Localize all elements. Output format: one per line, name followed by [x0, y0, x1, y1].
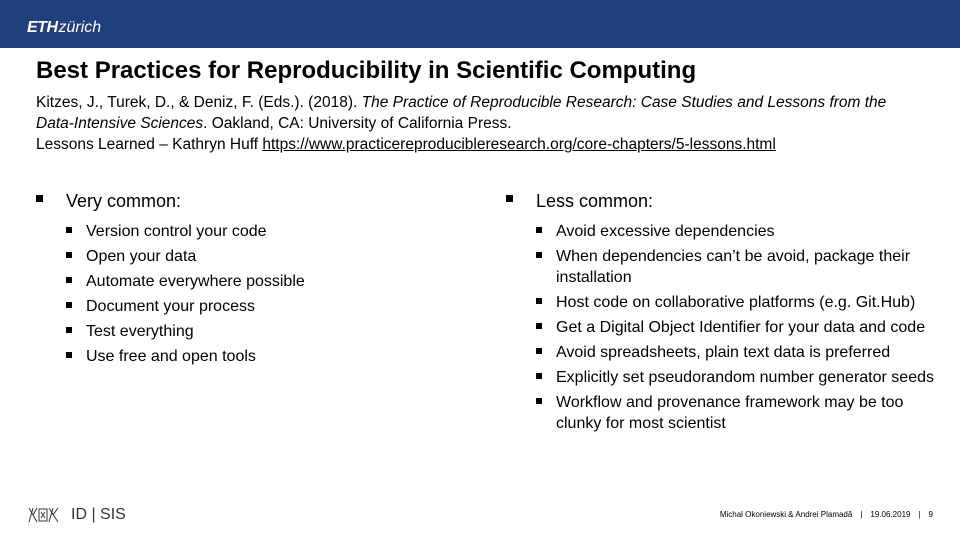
bullet-square-icon [66, 227, 72, 233]
reference-authors: Kitzes, J., Turek, D., & Deniz, F. (Eds.). (2018). [36, 94, 362, 111]
right-heading [506, 190, 946, 212]
list-item [36, 271, 456, 292]
list-item-text: Document your process [86, 298, 255, 315]
left-list [36, 221, 456, 367]
right-list [506, 221, 946, 434]
left-column [36, 190, 456, 371]
reference-publisher: . Oakland, CA: University of California Press. [203, 115, 512, 132]
footer-info [720, 509, 933, 521]
list-item-text: Version control your code [86, 223, 267, 240]
list-item-text: Explicitly set pseudorandom number generator seeds [556, 369, 934, 386]
list-item [36, 346, 456, 367]
bullet-square-icon [66, 352, 72, 358]
logo-eth-text: ETH [27, 19, 58, 36]
bullet-square-icon [36, 195, 43, 202]
bullet-square-icon [536, 373, 542, 379]
bullet-square-icon [536, 227, 542, 233]
right-heading-text: Less common: [536, 191, 654, 211]
list-item [36, 296, 456, 317]
slide-title: Best Practices for Reproducibility in Scientific Computing [36, 57, 697, 84]
lessons-prefix: Lessons Learned – Kathryn Huff [36, 136, 263, 153]
list-item [36, 321, 456, 342]
footer-authors: Michal Okoniewski & Andrei Plamadă [719, 510, 853, 519]
list-item-text: Test everything [86, 323, 194, 340]
bullet-square-icon [66, 327, 72, 333]
list-item-text: Host code on collaborative platforms (e.g. Git.Hub) [556, 294, 916, 311]
header-gap [936, 48, 960, 62]
reference-book-title: The Practice of Reproducible Research: Case Studies and Lessons from the Data-Intensive Sciences [36, 94, 887, 132]
list-item [506, 342, 946, 363]
list-item [506, 292, 946, 313]
list-item [506, 392, 946, 434]
list-item-text: Get a Digital Object Identifier for your data and code [556, 319, 926, 336]
bullet-square-icon [66, 302, 72, 308]
footer-separator: | [918, 510, 921, 519]
list-item [36, 246, 456, 267]
footer-page-number: 9 [928, 510, 933, 519]
right-column [506, 190, 946, 438]
footer-date: 19.06.2019 [870, 510, 911, 519]
bullet-square-icon [66, 277, 72, 283]
eth-zurich-logo [27, 18, 101, 38]
list-item [506, 221, 946, 242]
bullet-square-icon [66, 252, 72, 258]
bullet-square-icon [536, 323, 542, 329]
bullet-square-icon [506, 195, 513, 202]
left-heading [36, 190, 456, 212]
list-item-text: Avoid excessive dependencies [556, 223, 775, 240]
bullet-square-icon [536, 252, 542, 258]
reference-block [36, 92, 926, 155]
lessons-url-link[interactable]: https://www.practicereproducibleresearch.org/core-chapters/5-lessons.html [262, 136, 776, 153]
footer-unit-label: ID | SIS [71, 506, 126, 523]
list-item [506, 246, 946, 288]
bullet-square-icon [536, 348, 542, 354]
list-item-text: Automate everywhere possible [86, 273, 305, 290]
institute-logo-icon [27, 505, 60, 525]
left-heading-text: Very common: [66, 191, 182, 211]
bullet-square-icon [536, 298, 542, 304]
list-item-text: When dependencies can’t be avoid, package their installation [556, 248, 911, 286]
header-gap [0, 48, 24, 62]
list-item-text: Use free and open tools [86, 348, 256, 365]
list-item [506, 367, 946, 388]
logo-zurich-text: zürich [58, 19, 102, 36]
footer-separator: | [860, 510, 863, 519]
bullet-square-icon [536, 398, 542, 404]
list-item-text: Open your data [86, 248, 197, 265]
list-item [506, 317, 946, 338]
list-item-text: Workflow and provenance framework may be too clunky for most scientist [556, 394, 904, 432]
list-item [36, 221, 456, 242]
list-item-text: Avoid spreadsheets, plain text data is preferred [556, 344, 891, 361]
